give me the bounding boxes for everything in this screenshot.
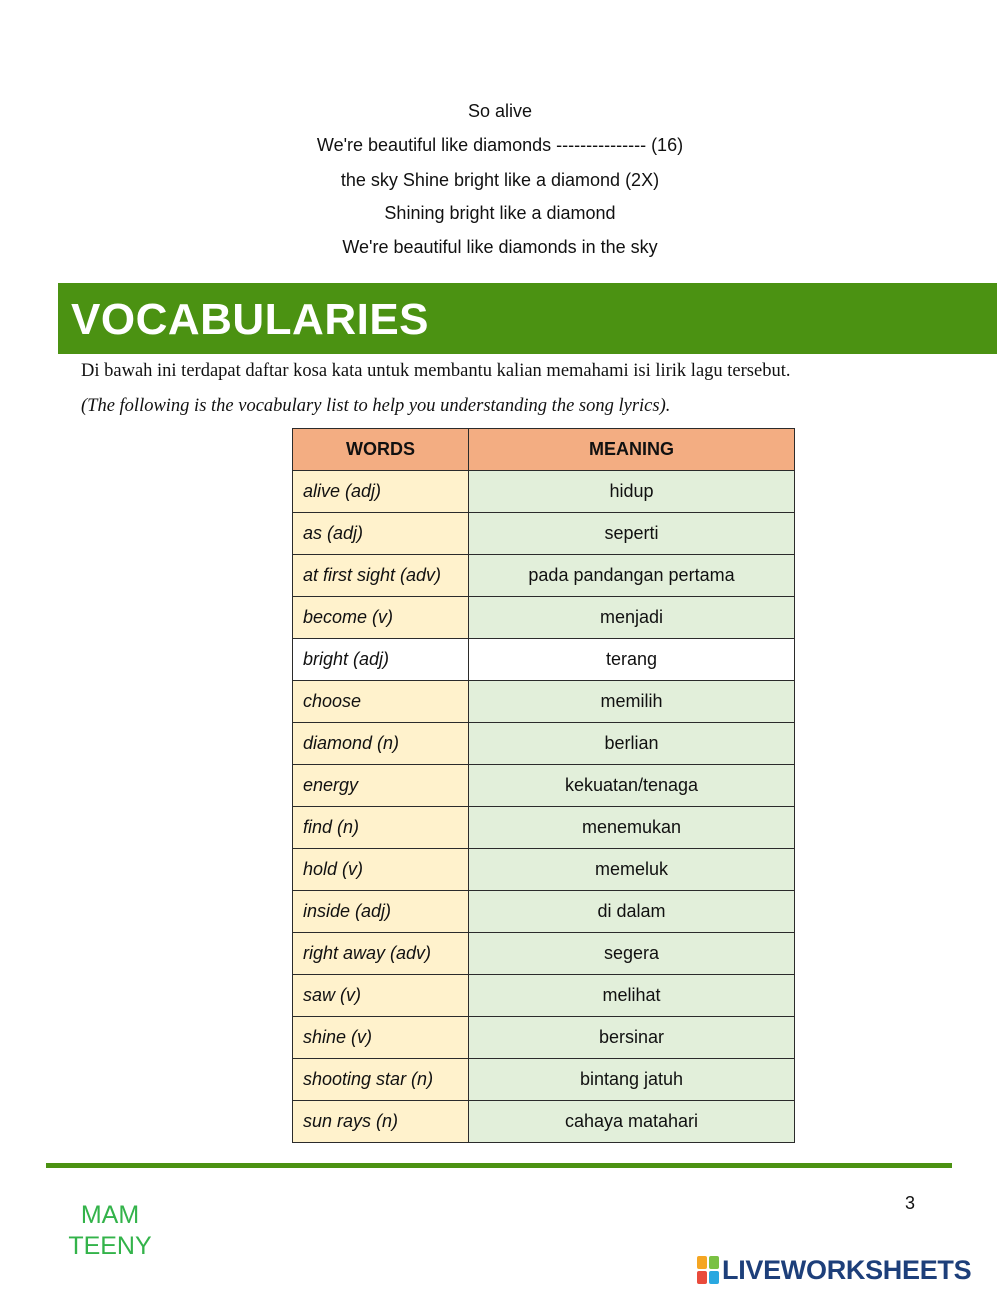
table-row [293, 681, 795, 723]
meaning-cell: berlian [469, 723, 795, 765]
meaning-cell: bersinar [469, 1017, 795, 1059]
meaning-cell: memilih [469, 681, 795, 723]
meaning-cell: memeluk [469, 849, 795, 891]
meaning-cell: cahaya matahari [469, 1101, 795, 1143]
table-row [293, 807, 795, 849]
section-banner [58, 283, 997, 354]
meaning-cell: menjadi [469, 597, 795, 639]
table-row [293, 597, 795, 639]
table-row [293, 933, 795, 975]
table-row [293, 639, 795, 681]
word-cell: right away (adv) [293, 933, 469, 975]
intro-english: (The following is the vocabulary list to help you understanding the song lyrics). [81, 396, 671, 416]
meaning-cell: menemukan [469, 807, 795, 849]
table-row [293, 513, 795, 555]
word-cell: inside (adj) [293, 891, 469, 933]
meaning-cell: seperti [469, 513, 795, 555]
table-row [293, 849, 795, 891]
meaning-cell: melihat [469, 975, 795, 1017]
author-credit [58, 1200, 162, 1262]
header-words: WORDS [293, 429, 469, 471]
word-cell: choose [293, 681, 469, 723]
table-row [293, 1101, 795, 1143]
word-cell: shooting star (n) [293, 1059, 469, 1101]
word-cell: find (n) [293, 807, 469, 849]
table-row [293, 1017, 795, 1059]
vocabulary-table [292, 428, 795, 1143]
meaning-cell: kekuatan/tenaga [469, 765, 795, 807]
word-cell: as (adj) [293, 513, 469, 555]
author-line-2: TEENY [68, 1232, 152, 1260]
header-meaning: MEANING [469, 429, 795, 471]
meaning-cell: di dalam [469, 891, 795, 933]
intro-indonesian: Di bawah ini terdapat daftar kosa kata untuk membantu kalian memahami isi lirik lagu tersebut. [81, 361, 791, 381]
table-row [293, 975, 795, 1017]
liveworksheets-logo [697, 1254, 971, 1286]
word-cell: saw (v) [293, 975, 469, 1017]
word-cell: become (v) [293, 597, 469, 639]
meaning-cell: terang [469, 639, 795, 681]
lyric-line: We're beautiful like diamonds in the sky [342, 237, 658, 257]
lyric-line: Shining bright like a diamond [384, 203, 616, 223]
author-line-1: MAM [80, 1201, 140, 1229]
meaning-cell: hidup [469, 471, 795, 513]
word-cell: alive (adj) [293, 471, 469, 513]
footer-divider [46, 1163, 952, 1168]
word-cell: hold (v) [293, 849, 469, 891]
meaning-cell: bintang jatuh [469, 1059, 795, 1101]
lyric-line: the sky Shine bright like a diamond (2X) [340, 170, 660, 190]
word-cell: shine (v) [293, 1017, 469, 1059]
section-title: VOCABULARIES [71, 295, 430, 344]
word-cell: bright (adj) [293, 639, 469, 681]
word-cell: energy [293, 765, 469, 807]
table-row [293, 471, 795, 513]
brand-name: LIVEWORKSHEETS [722, 1255, 972, 1285]
page-number: 3 [905, 1193, 916, 1213]
table-row [293, 723, 795, 765]
meaning-cell: segera [469, 933, 795, 975]
lyric-line: So alive [467, 101, 533, 121]
table-row [293, 555, 795, 597]
lyric-line: We're beautiful like diamonds --------------- (16) [316, 135, 684, 155]
table-row [293, 765, 795, 807]
word-cell: at first sight (adv) [293, 555, 469, 597]
table-header-row [293, 429, 795, 471]
word-cell: sun rays (n) [293, 1101, 469, 1143]
blocks-icon [697, 1256, 719, 1284]
word-cell: diamond (n) [293, 723, 469, 765]
table-row [293, 1059, 795, 1101]
table-row [293, 891, 795, 933]
meaning-cell: pada pandangan pertama [469, 555, 795, 597]
